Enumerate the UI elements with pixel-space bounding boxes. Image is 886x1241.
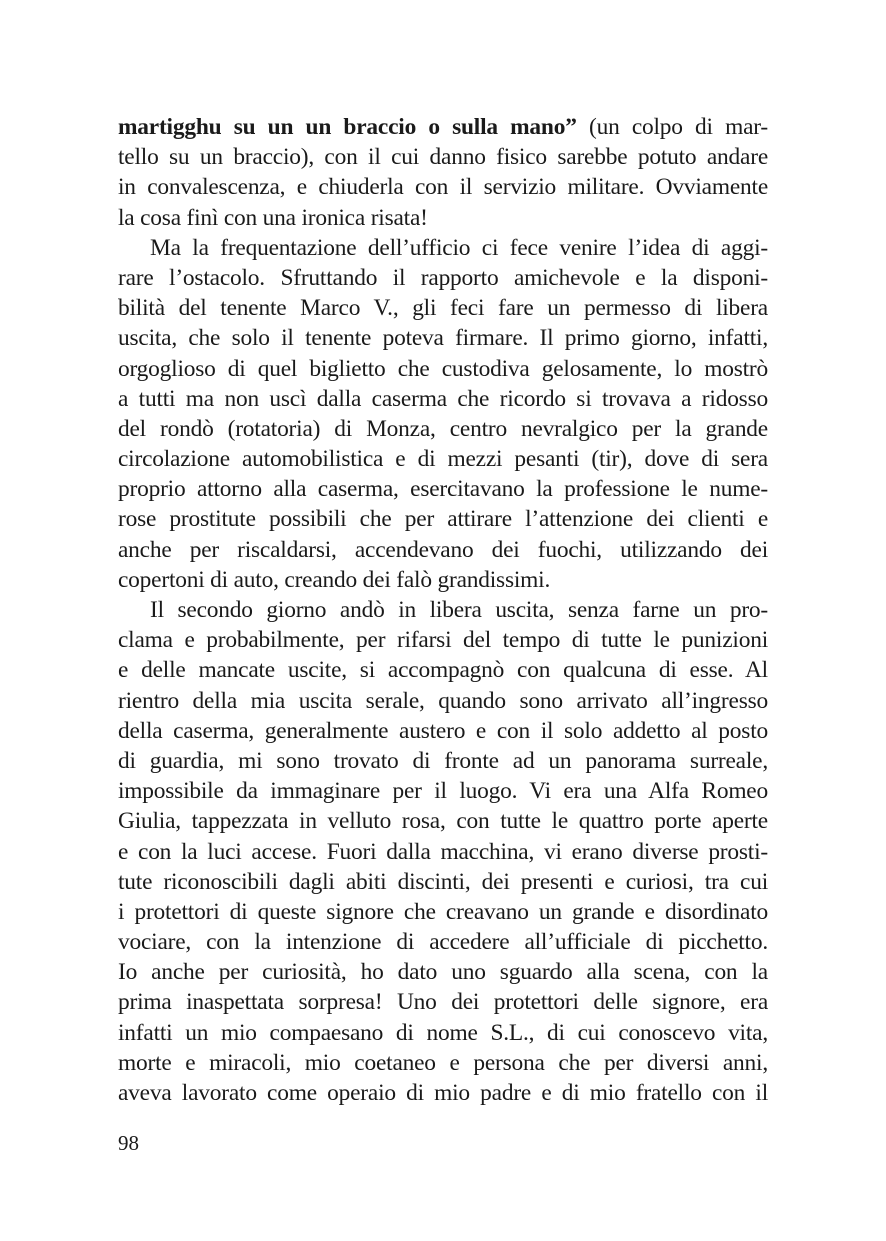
text-line: Ma la frequentazione dell’ufficio ci fece venire l’idea di aggi- (150, 234, 768, 261)
text-line: in convalescenza, e chiuderla con il servizio militare. Ovviamente (118, 174, 768, 201)
text-line: bilità del tenente Marco V., gli feci fare un permesso di libera (118, 295, 768, 322)
text-line: tello su un braccio), con il cui danno fisico sarebbe potuto andare (118, 144, 768, 171)
text-line: morte e miracoli, mio coetaneo e persona che per diversi anni, (118, 1049, 768, 1076)
text-line: rientro della mia uscita serale, quando sono arrivato all’ingresso (118, 687, 768, 714)
text-line: orgoglioso di quel biglietto che custodiva gelosamente, lo mostrò (118, 355, 768, 382)
text-line: tute riconoscibili dagli abiti discinti, dei presenti e curiosi, tra cui (118, 868, 768, 895)
text-line: copertoni di auto, creando dei falò grandissimi. (118, 566, 551, 593)
text-line: circolazione automobilistica e di mezzi pesanti (tir), dove di sera (118, 446, 768, 473)
text-line: del rondò (rotatoria) di Monza, centro nevralgico per la grande (118, 415, 768, 442)
text-line: e con la luci accese. Fuori dalla macchina, vi erano diverse prosti- (118, 838, 768, 865)
text-line: uscita, che solo il tenente poteva firmare. Il primo giorno, infatti, (118, 325, 768, 352)
text-line: infatti un mio compaesano di nome S.L., di cui conoscevo vita, (118, 1019, 768, 1046)
text-line: i protettori di queste signore che creavano un grande e disordinato (118, 898, 768, 925)
text-line: Giulia, tappezzata in velluto rosa, con tutte le quattro porte aperte (118, 808, 768, 835)
text-line: aveva lavorato come operaio di mio padre e di mio fratello con il (118, 1080, 768, 1106)
text-line: di guardia, mi sono trovato di fronte ad un panorama surreale, (118, 747, 768, 774)
text-line: Io anche per curiosità, ho dato uno sguardo alla scena, con la (118, 959, 768, 986)
bold-dialect-phrase: martigghu su un un braccio o sulla mano” (118, 114, 577, 140)
text-line: Il secondo giorno andò in libera uscita, senza farne un pro- (150, 597, 768, 623)
text-line: della caserma, generalmente austero e con il solo addetto al posto (118, 717, 768, 744)
text-line (118, 112, 768, 142)
text-line: proprio attorno alla caserma, esercitavano la professione le nume- (118, 476, 768, 503)
text-line: rare l’ostacolo. Sfruttando il rapporto amichevole e la disponi- (118, 264, 768, 291)
text-line: la cosa finì con una ironica risata! (118, 204, 428, 231)
body-text (118, 112, 768, 1108)
text-line: impossibile da immaginare per il luogo. Vi era una Alfa Romeo (118, 778, 768, 805)
text-line: anche per riscaldarsi, accendevano dei fuochi, utilizzando dei (118, 536, 768, 563)
text-line: a tutti ma non uscì dalla caserma che ricordo si trovava a ridosso (118, 385, 768, 412)
text-line: rose prostitute possibili che per attirare l’attenzione dei clienti e (118, 506, 768, 533)
text-line: vociare, con la intenzione di accedere all’ufficiale di picchetto. (118, 929, 768, 956)
text-run: (un colpo di mar- (576, 114, 768, 140)
text-line: clama e probabilmente, per rifarsi del tempo di tutte le punizioni (118, 627, 768, 654)
page-number: 98 (118, 1131, 139, 1155)
text-line: e delle mancate uscite, si accompagnò con qualcuna di esse. Al (118, 657, 768, 684)
text-line: prima inaspettata sorpresa! Uno dei protettori delle signore, era (118, 989, 768, 1016)
